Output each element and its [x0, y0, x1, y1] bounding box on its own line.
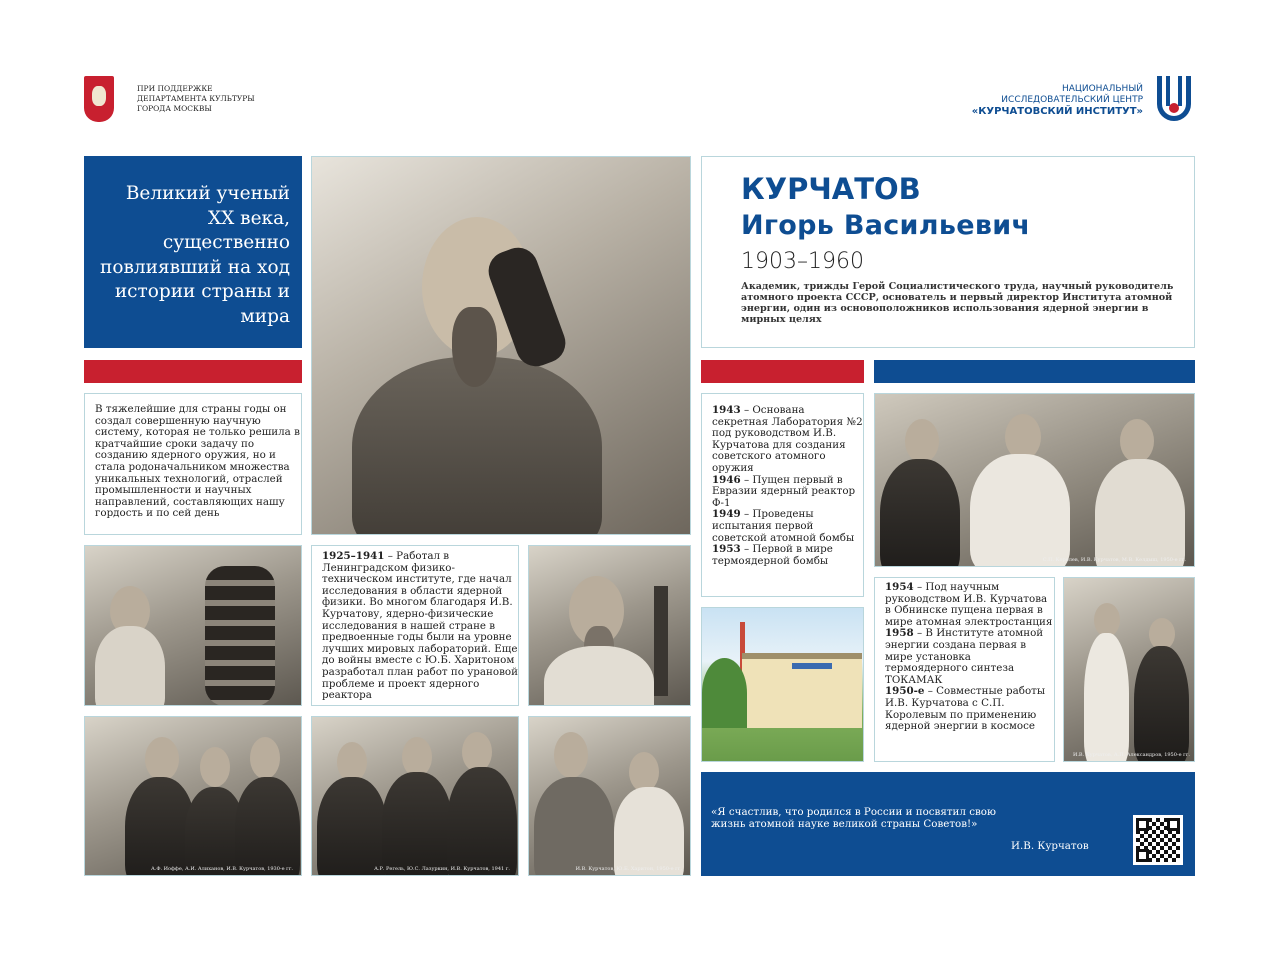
- photo-lab-young: [84, 545, 302, 706]
- timeline-1943-panel: [701, 393, 864, 597]
- photo-caption: И.В. Курчатов, Ю.Б. Харитон, 1950-е гг.: [575, 866, 682, 872]
- surname-heading: КУРЧАТОВ: [741, 172, 921, 206]
- institute-line: НАЦИОНАЛЬНЫЙ: [1061, 84, 1143, 94]
- name-heading: Игорь Васильевич: [741, 210, 1031, 241]
- timeline-year: 1925–1941: [322, 550, 385, 562]
- timeline-event: – Пущен первый в Евразии ядерный реактор Ф-1: [712, 473, 856, 509]
- blue-stripe: [874, 360, 1195, 383]
- red-stripe: [701, 360, 864, 383]
- photo-institute-building: [701, 607, 864, 762]
- timeline-year: 1954: [885, 581, 914, 593]
- timeline-event: – Основана секретная Лаборатория №2 под руководством И.В. Курчатова для создания советского атомного оружия: [712, 404, 863, 474]
- support-line: ГОРОДА МОСКВЫ: [137, 104, 212, 113]
- photo-regel-lazurkin: [311, 716, 519, 876]
- photo-ioffe-alikhanov: [84, 716, 302, 876]
- timeline-event: – В Институте атомной энергии создана первая в мире установка термоядерного синтеза ТОКАМАК: [885, 627, 1044, 686]
- photo-caption: А.Ф. Иоффе, А.И. Алиханов, И.В. Курчатов, 1930-е гг.: [150, 866, 293, 872]
- tagline-text: Великий ученый XX века, существенно повлиявший на ход истории страны и мира: [100, 183, 290, 327]
- department-support-text: [137, 84, 255, 114]
- quote-panel: [701, 772, 1195, 876]
- intro-panel: [84, 393, 302, 535]
- support-line: ДЕПАРТАМЕНТА КУЛЬТУРЫ: [137, 94, 255, 103]
- timeline-year: 1953: [712, 543, 741, 556]
- timeline-event: – Проведены испытания первой советской атомной бомбы: [712, 508, 855, 544]
- timeline-year: 1950-е: [885, 685, 925, 698]
- kurchatov-institute-logo: [1155, 76, 1193, 126]
- moscow-coat-of-arms-logo: [84, 76, 114, 122]
- life-years: 1903–1960: [741, 249, 864, 274]
- timeline-1954-text: [875, 578, 1054, 733]
- timeline-year: 1958: [885, 627, 914, 640]
- timeline-event: – Работал в Ленинградском физико-техническом институте, где начал исследования в области ядерной физики. Во многом благодаря И.В. Курчатову, ядерно-физические исследования в нашей стране в предвоенные годы были на уровне лучших мировых лабораторий. Еще до войны вместе с Ю.Б. Харитоном разработал план работ по урановой проблеме и проект ядерного реактора: [322, 550, 518, 702]
- support-line: ПРИ ПОДДЕРЖКЕ: [137, 84, 213, 93]
- timeline-event: – Первой в мире термоядерной бомбы: [712, 543, 833, 567]
- timeline-year: 1943: [712, 404, 741, 416]
- timeline-event: – Совместные работы И.В. Курчатова с С.П. Королевым по применению ядерной энергии в космосе: [885, 685, 1046, 733]
- institute-line: «КУРЧАТОВСКИЙ ИНСТИТУТ»: [971, 106, 1143, 117]
- main-portrait-photo: [311, 156, 691, 535]
- photo-caption: И.В. Курчатов, А.П. Александров, 1950-е гг.: [1072, 752, 1190, 758]
- timeline-1925-text: [312, 546, 518, 702]
- kurchatov-institute-name: [972, 84, 1143, 117]
- title-panel: [701, 156, 1195, 348]
- photo-korolev-keldysh: [874, 393, 1195, 567]
- red-stripe: [84, 360, 302, 383]
- quote-author: И.В. Курчатов: [1011, 840, 1089, 852]
- qr-code[interactable]: [1133, 815, 1183, 865]
- timeline-year: 1946: [712, 473, 741, 486]
- timeline-year: 1949: [712, 508, 741, 521]
- title-description: Академик, трижды Герой Социалистического труда, научный руководитель атомного проекта СССР, основатель и первый директор Института атомной энергии, один из основоположников использования ядерной энергии в мирных целях: [741, 281, 1174, 325]
- photo-caption: А.Р. Регель, Ю.С. Лазуркин, И.В. Курчатов, 1941 г.: [374, 866, 510, 872]
- timeline-1954-panel: [874, 577, 1055, 762]
- photo-caption: С.П. Королев, И.В. Курчатов, М.В. Келдыш, 1950-е гг.: [1042, 557, 1186, 563]
- timeline-1925-panel: [311, 545, 519, 706]
- tagline-panel: [84, 156, 302, 348]
- quote-text: «Я счастлив, что родился в России и посвятил свою жизнь атомной науке великой страны Советов!»: [711, 806, 996, 830]
- timeline-1943-text: [702, 394, 863, 567]
- photo-kurchatov-alexandrov: [1063, 577, 1195, 762]
- intro-text: В тяжелейшие для страны годы он создал совершенную научную систему, которая не только решила в кратчайшие сроки задачу по созданию ядерного оружия, но и стала родоначальником множества уникальных технологий, отраслей промышленности и научных направлений, составляющих нашу гордость и по сей день: [95, 403, 300, 520]
- photo-kurchatov-khariton: [528, 716, 691, 876]
- institute-line: ИССЛЕДОВАТЕЛЬСКИЙ ЦЕНТР: [1001, 95, 1143, 105]
- timeline-event: – Под научным руководством И.В. Курчатова в Обнинске пущена первая в мире атомная электростанция: [885, 581, 1053, 628]
- photo-telescope: [528, 545, 691, 706]
